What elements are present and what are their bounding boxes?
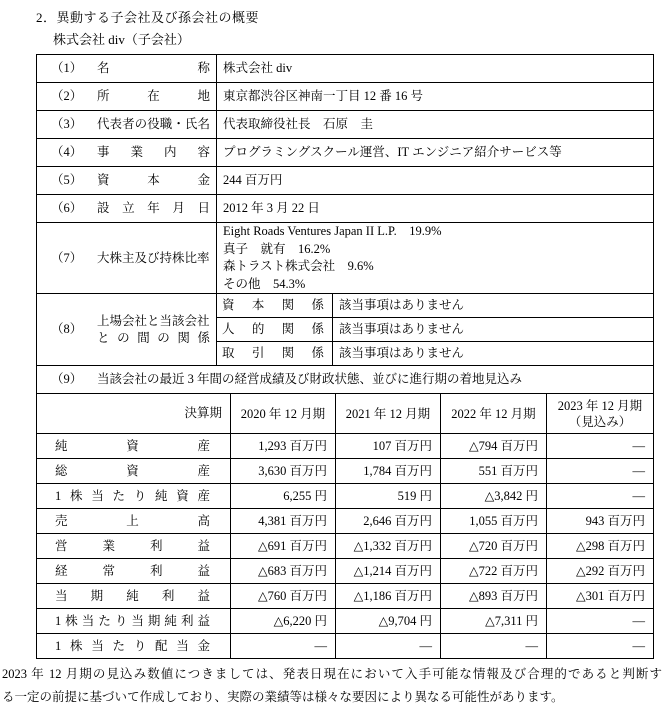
financial-value: 1,784 百万円 bbox=[336, 459, 441, 484]
financial-value: ― bbox=[547, 484, 654, 509]
row-label-line1: 上場会社と当該会社 bbox=[97, 313, 210, 328]
column-header-line1: 2023 年 12 月期 bbox=[557, 398, 643, 413]
relationship-sublabel: 取引関係 bbox=[217, 342, 333, 366]
row-value: 東京都渋谷区神南一丁目 12 番 16 号 bbox=[217, 83, 654, 111]
financial-value: △301 百万円 bbox=[547, 584, 654, 609]
forecast-disclaimer-line1: 2023 年 12 月期の見込み数値につきましては、発表日現在において入手可能な情報及び合理的であると判断す bbox=[2, 667, 662, 682]
row-number: （6） bbox=[51, 201, 83, 216]
row-label-cell bbox=[37, 139, 217, 167]
row-label: 当該会社の最近 3 年間の経営成績及び財政状態、並びに進行期の着地見込み bbox=[97, 372, 523, 387]
row-number: （1） bbox=[51, 61, 83, 76]
financial-value: 1,293 百万円 bbox=[231, 434, 336, 459]
row-number: （8） bbox=[51, 322, 83, 337]
row-label-cell bbox=[37, 223, 217, 294]
shareholder-line: Eight Roads Ventures Japan II L.P. 19.9% bbox=[223, 224, 442, 239]
column-header-2023-forecast bbox=[547, 394, 654, 434]
financial-row-total-assets bbox=[37, 459, 654, 484]
financial-value: △7,311 円 bbox=[441, 609, 547, 634]
row-number: （7） bbox=[51, 250, 83, 265]
relationship-value: 該当事項はありません bbox=[333, 342, 654, 366]
financial-value: △691 百万円 bbox=[231, 534, 336, 559]
row-label: 資本金 bbox=[97, 173, 210, 188]
row-label: 所在地 bbox=[97, 89, 210, 104]
financial-value: 6,255 円 bbox=[231, 484, 336, 509]
financial-row-label: 営業利益 bbox=[37, 534, 231, 559]
financial-row-label: 当期純利益 bbox=[37, 584, 231, 609]
table-row-representative bbox=[37, 111, 654, 139]
financial-value: 107 百万円 bbox=[336, 434, 441, 459]
financial-results-table bbox=[36, 393, 654, 659]
shareholders-list-cell bbox=[217, 223, 654, 294]
financial-value: ― bbox=[547, 609, 654, 634]
shareholder-line: 森トラスト株式会社 9.6% bbox=[223, 259, 374, 274]
row-number: （2） bbox=[51, 89, 83, 104]
financial-value: △6,220 円 bbox=[231, 609, 336, 634]
row-value: 2012 年 3 月 22 日 bbox=[217, 195, 654, 223]
column-header-2022: 2022 年 12 月期 bbox=[441, 394, 547, 434]
financial-value: △1,332 百万円 bbox=[336, 534, 441, 559]
financial-value: 943 百万円 bbox=[547, 509, 654, 534]
row-label-cell bbox=[37, 195, 217, 223]
financial-value: ― bbox=[441, 634, 547, 659]
table-row-financial-heading bbox=[37, 366, 654, 394]
financial-value: △292 百万円 bbox=[547, 559, 654, 584]
financial-value: △720 百万円 bbox=[441, 534, 547, 559]
table-row-shareholders bbox=[37, 223, 654, 294]
column-header-2020: 2020 年 12 月期 bbox=[231, 394, 336, 434]
relationship-value: 該当事項はありません bbox=[333, 294, 654, 318]
financial-row-net-sales bbox=[37, 509, 654, 534]
row-label-cell bbox=[37, 83, 217, 111]
financial-value: △893 百万円 bbox=[441, 584, 547, 609]
financial-header-row bbox=[37, 394, 654, 434]
financial-row-label: 総資産 bbox=[37, 459, 231, 484]
financial-row-net-income bbox=[37, 584, 654, 609]
forecast-disclaimer bbox=[2, 663, 662, 708]
financial-value: ― bbox=[336, 634, 441, 659]
row-value: プログラミングスクール運営、IT エンジニア紹介サービス等 bbox=[217, 139, 654, 167]
financial-value: 2,646 百万円 bbox=[336, 509, 441, 534]
financial-value: 1,055 百万円 bbox=[441, 509, 547, 534]
financial-value: 3,630 百万円 bbox=[231, 459, 336, 484]
table-row-relationship-capital bbox=[37, 294, 654, 318]
row-label-cell bbox=[37, 55, 217, 83]
financial-row-operating-income bbox=[37, 534, 654, 559]
financial-row-ordinary-income bbox=[37, 559, 654, 584]
financial-value: △722 百万円 bbox=[441, 559, 547, 584]
financial-row-label: 純資産 bbox=[37, 434, 231, 459]
company-overview-table bbox=[36, 54, 654, 394]
row-label-cell bbox=[37, 111, 217, 139]
financial-value: △298 百万円 bbox=[547, 534, 654, 559]
financial-value: △683 百万円 bbox=[231, 559, 336, 584]
financial-value: △794 百万円 bbox=[441, 434, 547, 459]
forecast-disclaimer-line2: る一定の前提に基づいて作成しており、実際の業績等は様々な要因により異なる可能性があります。 bbox=[2, 689, 564, 704]
financial-row-label: 1株当たり当期純利益 bbox=[37, 609, 231, 634]
financial-row-label: 1株当たり配当金 bbox=[37, 634, 231, 659]
financial-value: 4,381 百万円 bbox=[231, 509, 336, 534]
row-number: （4） bbox=[51, 145, 83, 160]
row-value: 株式会社 div bbox=[217, 55, 654, 83]
column-header-2021: 2021 年 12 月期 bbox=[336, 394, 441, 434]
financial-row-dividend-per-share bbox=[37, 634, 654, 659]
row-value: 244 百万円 bbox=[217, 167, 654, 195]
financial-value: ― bbox=[547, 434, 654, 459]
financial-value: △1,214 百万円 bbox=[336, 559, 441, 584]
company-subtitle: 株式会社 div（子会社） bbox=[53, 31, 190, 47]
financial-value: ― bbox=[547, 459, 654, 484]
relationship-sublabel: 資本関係 bbox=[217, 294, 333, 318]
financial-value: 551 百万円 bbox=[441, 459, 547, 484]
row-number: （9） bbox=[51, 372, 83, 387]
financial-value: ― bbox=[231, 634, 336, 659]
relationship-value: 該当事項はありません bbox=[333, 318, 654, 342]
shareholder-line: 真子 就有 16.2% bbox=[223, 241, 331, 256]
table-row-business bbox=[37, 139, 654, 167]
table-row-address bbox=[37, 83, 654, 111]
financial-heading-cell bbox=[37, 366, 654, 394]
row-label: 設立年月日 bbox=[97, 201, 210, 216]
fiscal-term-label: 決算期 bbox=[37, 394, 231, 434]
financial-value: 519 円 bbox=[336, 484, 441, 509]
financial-row-net-assets bbox=[37, 434, 654, 459]
row-number: （5） bbox=[51, 173, 83, 188]
row-label bbox=[97, 313, 210, 347]
financial-row-net-assets-per-share bbox=[37, 484, 654, 509]
financial-row-label: 売上高 bbox=[37, 509, 231, 534]
financial-row-net-income-per-share bbox=[37, 609, 654, 634]
row-label-cell bbox=[37, 294, 217, 366]
row-label-line2: との間の関係 bbox=[97, 330, 210, 345]
table-row-capital bbox=[37, 167, 654, 195]
financial-value: △9,704 円 bbox=[336, 609, 441, 634]
row-label: 事業内容 bbox=[97, 145, 210, 160]
page-title: 2．異動する子会社及び孫会社の概要 bbox=[36, 10, 260, 25]
row-number: （3） bbox=[51, 117, 83, 132]
table-row-name bbox=[37, 55, 654, 83]
table-row-established bbox=[37, 195, 654, 223]
financial-value: △760 百万円 bbox=[231, 584, 336, 609]
shareholder-line: その他 54.3% bbox=[223, 276, 306, 291]
row-value: 代表取締役社長 石原 圭 bbox=[217, 111, 654, 139]
row-label-cell bbox=[37, 167, 217, 195]
row-label: 名称 bbox=[97, 61, 210, 76]
financial-row-label: 経常利益 bbox=[37, 559, 231, 584]
column-header-line2: （見込み） bbox=[568, 414, 632, 429]
financial-row-label: 1株当たり純資産 bbox=[37, 484, 231, 509]
row-label: 代表者の役職・氏名 bbox=[97, 117, 210, 132]
financial-value: △1,186 百万円 bbox=[336, 584, 441, 609]
financial-value: △3,842 円 bbox=[441, 484, 547, 509]
financial-value: ― bbox=[547, 634, 654, 659]
row-label: 大株主及び持株比率 bbox=[97, 250, 210, 265]
relationship-sublabel: 人的関係 bbox=[217, 318, 333, 342]
